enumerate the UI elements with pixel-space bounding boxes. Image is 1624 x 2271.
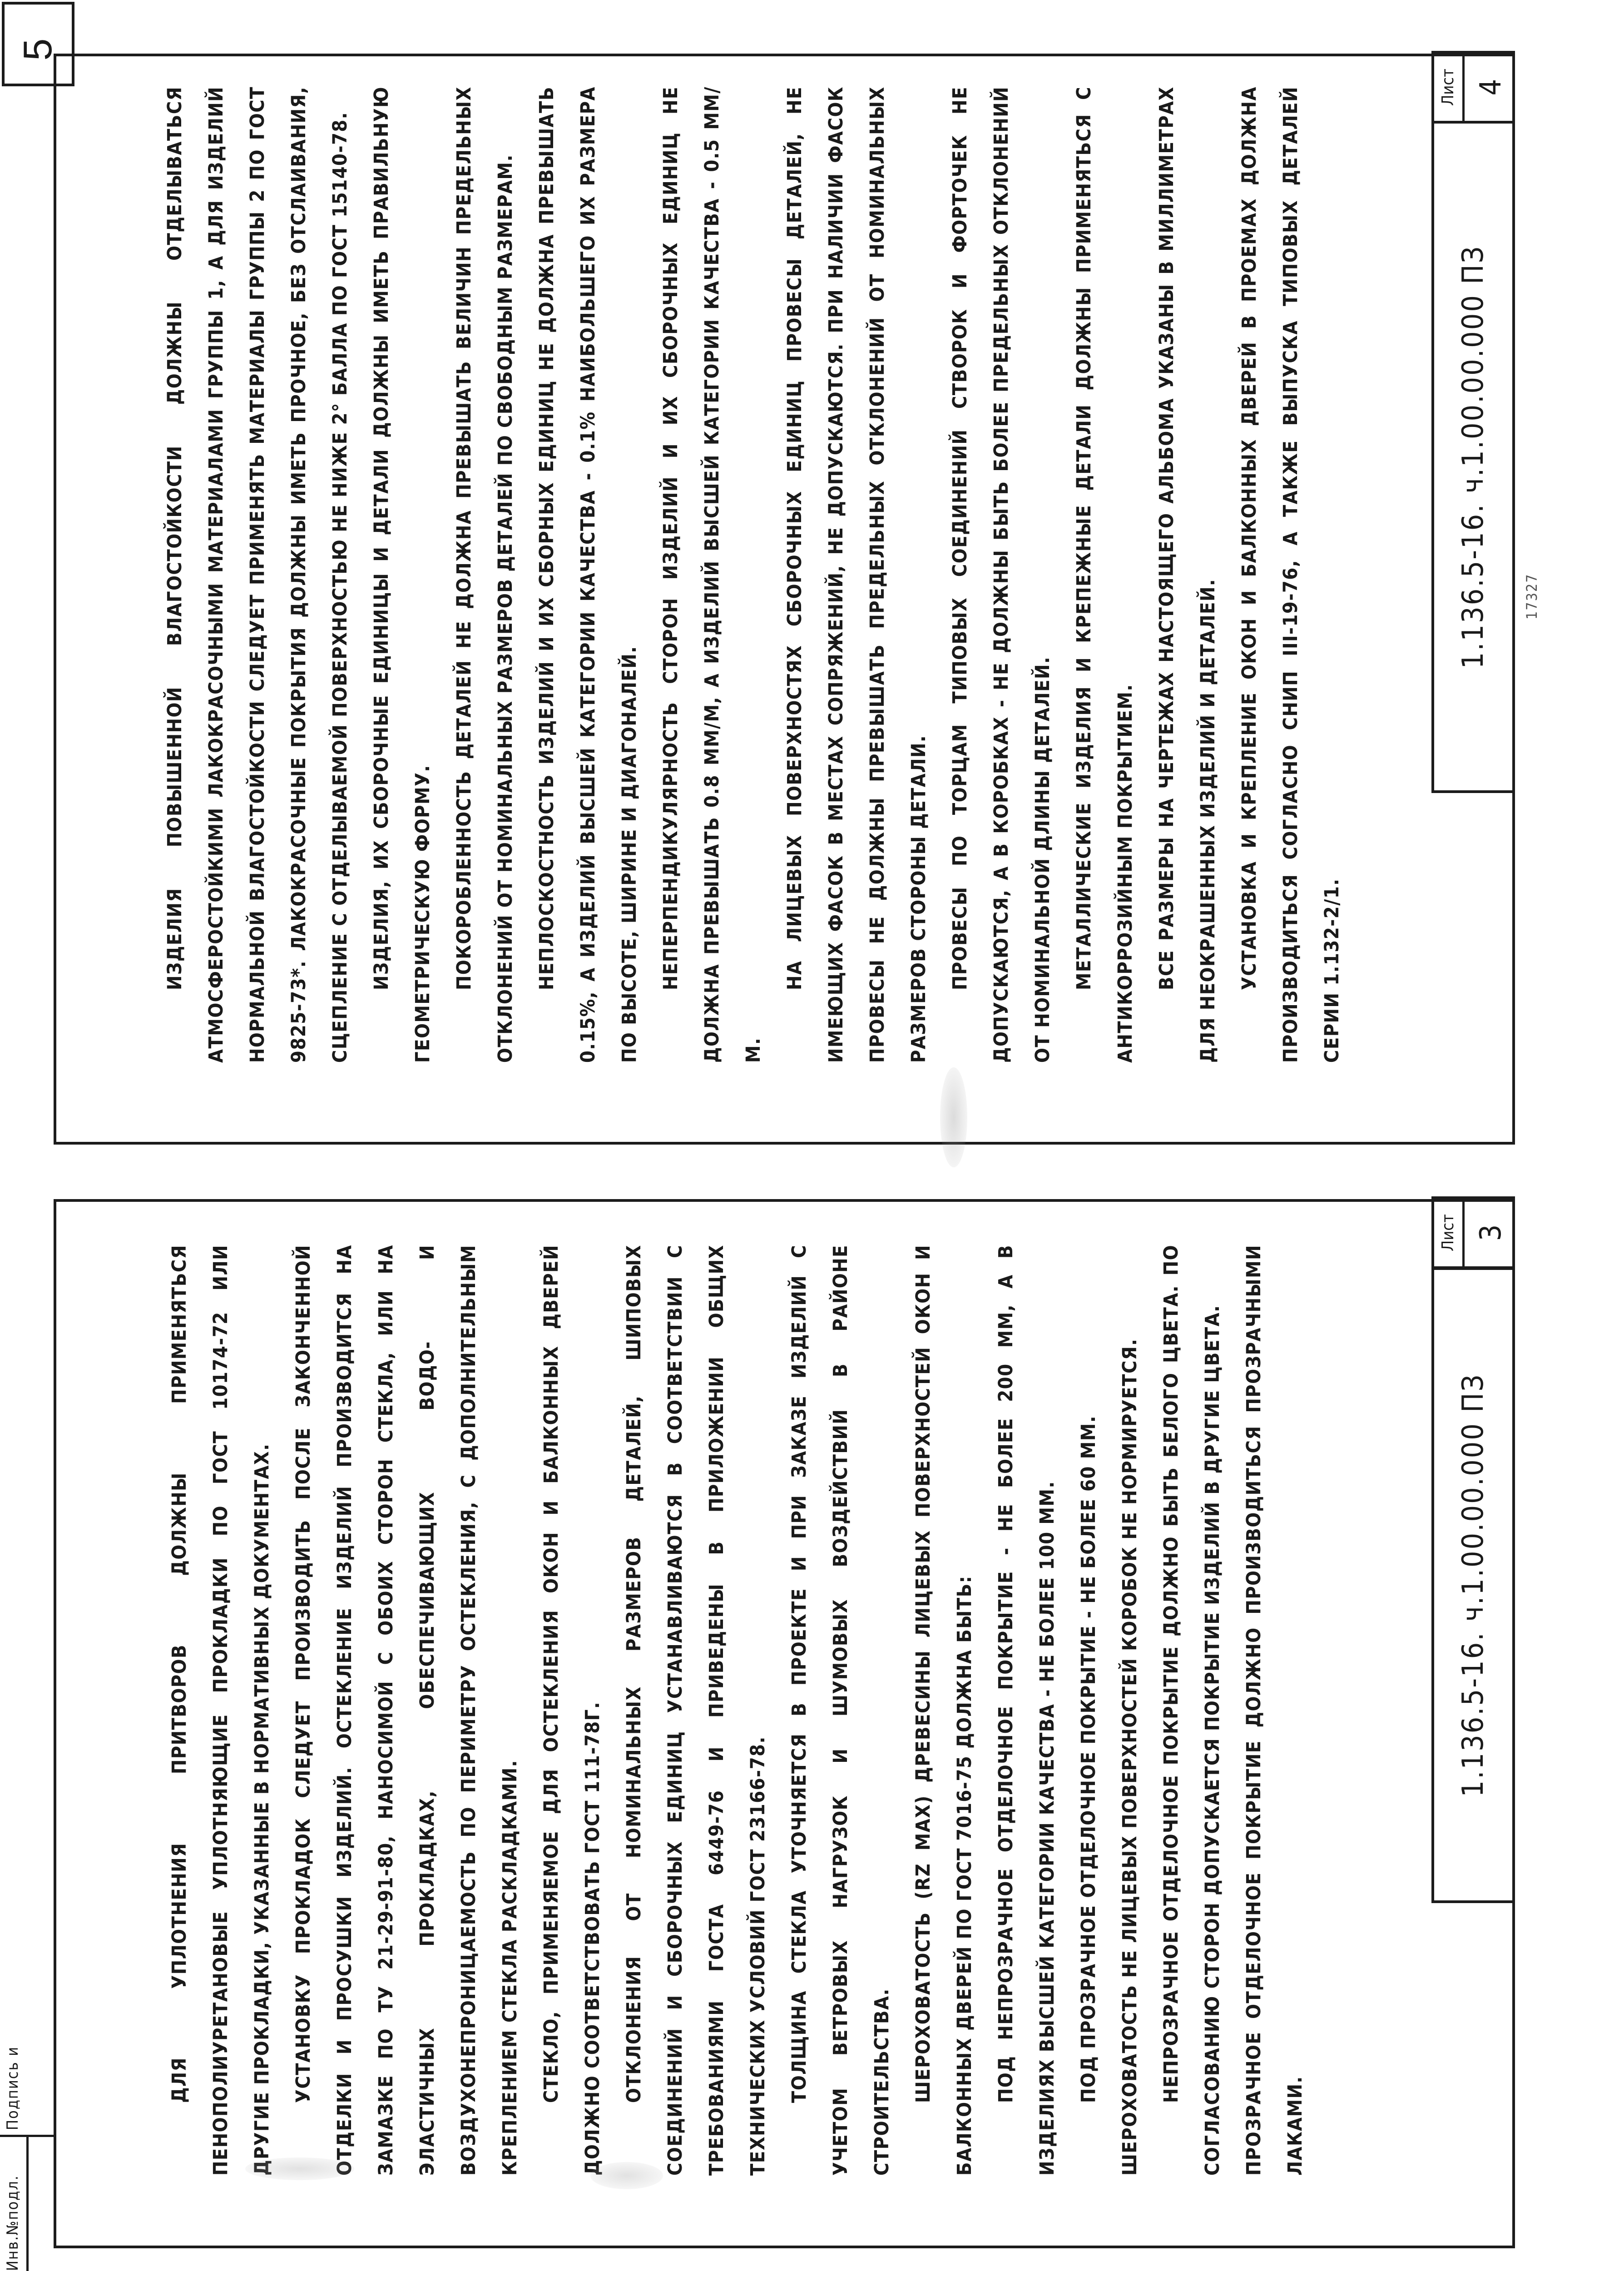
paragraph: ДЛЯ УПЛОТНЕНИЯ ПРИТВОРОВ ДОЛЖНЫ ПРИМЕНЯТЬСЯ ПЕНОПОЛИУРЕТАНОВЫЕ УПЛОТНЯЮЩИЕ ПРОКЛАДКИ ПО ГОСТ 10174-72 ИЛИ ДРУГИЕ ПРОКЛАДКИ, УКАЗАННЫЕ В НОРМАТИВНЫХ ДОКУМЕНТАХ. <box>168 1245 273 2176</box>
left-page-body <box>159 1245 1431 2176</box>
right-sheet-number: 4 <box>1474 79 1508 96</box>
right-sheet-box <box>1431 51 1515 124</box>
left-sheet-number: 3 <box>1474 1224 1508 1241</box>
right-doc-code-text: 1.136.5-16. ч.1.00.00.000 ПЗ <box>1456 245 1490 669</box>
paragraph: НЕПРОЗРАЧНОЕ ОТДЕЛОЧНОЕ ПОКРЫТИЕ ДОЛЖНО БЫТЬ БЕЛОГО ЦВЕТА. ПО СОГЛАСОВАНИЮ СТОРОН ДОПУСКАЕТСЯ ПОКРЫТИЕ ИЗДЕЛИЙ В ДРУГИЕ ЦВЕТА. <box>1160 1245 1224 2176</box>
left-page-stamp <box>1431 1195 1515 2248</box>
paragraph: ШЕРОХОВАТОСТЬ (RZ MAX) ДРЕВЕСИНЫ ЛИЦЕВЫХ ПОВЕРХНОСТЕЙ ОКОН И БАЛКОННЫХ ДВЕРЕЙ ПО ГОСТ 7016-75 ДОЛЖНА БЫТЬ: <box>912 1245 976 2176</box>
paragraph: ПОД ПРОЗРАЧНОЕ ОТДЕЛОЧНОЕ ПОКРЫТИЕ - НЕ БОЛЕЕ 60 ММ. <box>1077 1415 1100 2103</box>
paragraph: ПОД НЕПРОЗРАЧНОЕ ОТДЕЛОЧНОЕ ПОКРЫТИЕ - НЕ БОЛЕЕ 200 ММ, А В ИЗДЕЛИЯХ ВЫСШЕЙ КАТЕГОРИИ КАЧЕСТВА - НЕ БОЛЕЕ 100 ММ. <box>995 1245 1059 2176</box>
paragraph: ТОЛЩИНА СТЕКЛА УТОЧНЯЕТСЯ В ПРОЕКТЕ И ПРИ ЗАКАЗЕ ИЗДЕЛИЙ С УЧЕТОМ ВЕТРОВЫХ НАГРУЗОК И ШУМОВЫХ ВОЗДЕЙСТВИЙ В РАЙОНЕ СТРОИТЕЛЬСТВА. <box>788 1245 893 2176</box>
left-page-paragraphs <box>159 1245 1316 2176</box>
right-page-body <box>154 86 1426 1063</box>
paragraph: НА ЛИЦЕВЫХ ПОВЕРХНОСТЯХ СБОРОЧНЫХ ЕДИНИЦ ПРОВЕСЫ ДЕТАЛЕЙ, НЕ ИМЕЮЩИХ ФАСОК В МЕСТАХ СОПРЯЖЕНИЙ, НЕ ДОПУСКАЮТСЯ. ПРИ НАЛИЧИИ ФАСОК ПРОВЕСЫ НЕ ДОЛЖНЫ ПРЕВЫШАТЬ ПРЕДЕЛЬНЫХ ОТКЛОНЕНИЙ ОТ НОМИНАЛЬНЫХ РАЗМЕРОВ СТОРОНЫ ДЕТАЛИ. <box>783 86 930 1063</box>
paragraph: НЕПЛОСКОСТНОСТЬ ИЗДЕЛИЙ И ИХ СБОРНЫХ ЕДИНИЦ НЕ ДОЛЖНА ПРЕВЫШАТЬ 0.15%, А ИЗДЕЛИЙ ВЫСШЕЙ КАТЕГОРИИ КАЧЕСТВА - 0.1% НАИБОЛЬШЕГО ИХ РАЗМЕРА ПО ВЫСОТЕ, ШИРИНЕ И ДИАГОНАЛЕЙ. <box>535 86 641 1063</box>
paragraph: СТЕКЛО, ПРИМЕНЯЕМОЕ ДЛЯ ОСТЕКЛЕНИЯ ОКОН И БАЛКОННЫХ ДВЕРЕЙ ДОЛЖНО СООТВЕТСТВОВАТЬ ГОСТ 111-78Г. <box>540 1245 604 2176</box>
paragraph: УСТАНОВКА И КРЕПЛЕНИЕ ОКОН И БАЛКОННЫХ ДВЕРЕЙ В ПРОЕМАХ ДОЛЖНА ПРОИЗВОДИТЬСЯ СОГЛАСНО СНИП III-19-76, А ТАКЖЕ ВЫПУСКА ТИПОВЫХ ДЕТАЛЕЙ СЕРИИ 1.132-2/1. <box>1238 86 1343 1063</box>
scan-smudge <box>245 2157 354 2180</box>
scan-smudge <box>940 1067 967 1167</box>
left-sheet-label: Лист <box>1434 1199 1465 1266</box>
scan-smudge <box>590 2162 663 2189</box>
margin-signature-label: Подпись и <box>4 2046 22 2130</box>
paragraph: ИЗДЕЛИЯ, ИХ СБОРОЧНЫЕ ЕДИНИЦЫ И ДЕТАЛИ ДОЛЖНЫ ИМЕТЬ ПРАВИЛЬНУЮ ГЕОМЕТРИЧЕСКУЮ ФОРМУ. <box>370 86 434 1063</box>
paragraph: ПРОВЕСЫ ПО ТОРЦАМ ТИПОВЫХ СОЕДИНЕНИЙ СТВОРОК И ФОРТОЧЕК НЕ ДОПУСКАЮТСЯ, А В КОРОБКАХ - НЕ ДОЛЖНЫ БЫТЬ БОЛЕЕ ПРЕДЕЛЬНЫХ ОТКЛОНЕНИЙ ОТ НОМИНАЛЬНОЙ ДЛИНЫ ДЕТАЛЕЙ. <box>949 86 1054 1063</box>
right-page-stamp <box>1431 53 1515 1143</box>
paragraph: ШЕРОХОВАТОСТЬ НЕ ЛИЦЕВЫХ ПОВЕРХНОСТЕЙ КОРОБОК НЕ НОРМИРУЕТСЯ. <box>1119 1338 1141 2176</box>
paragraph: МЕТАЛЛИЧЕСКИЕ ИЗДЕЛИЯ И КРЕПЕЖНЫЕ ДЕТАЛИ ДОЛЖНЫ ПРИМЕНЯТЬСЯ С АНТИКОРРОЗИЙНЫМ ПОКРЫТИЕМ. <box>1073 86 1137 1063</box>
left-sheet-box <box>1431 1196 1515 1269</box>
paragraph: ПОКОРОБЛЕННОСТЬ ДЕТАЛЕЙ НЕ ДОЛЖНА ПРЕВЫШАТЬ ВЕЛИЧИН ПРЕДЕЛЬНЫХ ОТКЛОНЕНИЙ ОТ НОМИНАЛЬНЫХ РАЗМЕРОВ ДЕТАЛЕЙ ПО СВОБОДНЫМ РАЗМЕРАМ. <box>453 86 517 1063</box>
footer-note: 17327 <box>1523 573 1540 620</box>
margin-inv-label: Инв.№подл. <box>4 2175 22 2271</box>
paragraph: ОТКЛОНЕНИЯ ОТ НОМИНАЛЬНЫХ РАЗМЕРОВ ДЕТАЛЕЙ, ШИПОВЫХ СОЕДИНЕНИЙ И СБОРОЧНЫХ ЕДИНИЦ УСТАНАВЛИВАЮТСЯ В СООТВЕТСТВИИ С ТРЕБОВАНИЯМИ ГОСТА 6449-76 И ПРИВЕДЕНЫ В ПРИЛОЖЕНИИ ОБЩИХ ТЕХНИЧЕСКИХ УСЛОВИЙ ГОСТ 23166-78. <box>623 1245 769 2176</box>
margin-stamp-rule-2 <box>26 2135 29 2271</box>
paragraph: НЕПЕРПЕНДИКУЛЯРНОСТЬ СТОРОН ИЗДЕЛИЙ И ИХ СБОРОЧНЫХ ЕДИНИЦ НЕ ДОЛЖНА ПРЕВЫШАТЬ 0.8 ММ/М, А ИЗДЕЛИЙ ВЫСШЕЙ КАТЕГОРИИ КАЧЕСТВА - 0.5 ММ/М. <box>659 86 765 1063</box>
right-page-paragraphs <box>154 86 1353 1063</box>
paragraph: ИЗДЕЛИЯ ПОВЫШЕННОЙ ВЛАГОСТОЙКОСТИ ДОЛЖНЫ ОТДЕЛЫВАТЬСЯ АТМОСФЕРОСТОЙКИМИ ЛАКОКРАСОЧНЫМИ МАТЕРИАЛАМИ ГРУППЫ 1, А ДЛЯ ИЗДЕЛИЙ НОРМАЛЬНОЙ ВЛАГОСТОЙКОСТИ СЛЕДУЕТ ПРИМЕНЯТЬ МАТЕРИАЛЫ ГРУППЫ 2 ПО ГОСТ 9825-73*. ЛАКОКРАСОЧНЫЕ ПОКРЫТИЯ ДОЛЖНЫ ИМЕТЬ ПРОЧНОЕ, БЕЗ ОТСЛАИВАНИЯ, СЦЕПЛЕНИЕ С ОТДЕЛЫВАЕМОЙ ПОВЕРХНОСТЬЮ НЕ НИЖЕ 2° БАЛЛА ПО ГОСТ 15140-78. <box>163 86 352 1063</box>
paragraph: ПРОЗРАЧНОЕ ОТДЕЛОЧНОЕ ПОКРЫТИЕ ДОЛЖНО ПРОИЗВОДИТЬСЯ ПРОЗРАЧНЫМИ ЛАКАМИ. <box>1243 1245 1307 2176</box>
page-number: 5 <box>15 38 60 61</box>
left-doc-code <box>1431 1267 1515 1903</box>
left-doc-code-text: 1.136.5-16. ч.1.00.00.000 ПЗ <box>1456 1373 1490 1797</box>
paragraph: ВСЕ РАЗМЕРЫ НА ЧЕРТЕЖАХ НАСТОЯЩЕГО АЛЬБОМА УКАЗАНЫ В МИЛЛИМЕТРАХ ДЛЯ НЕОКРАШЕННЫХ ИЗДЕЛИЙ И ДЕТАЛЕЙ. <box>1155 86 1219 1063</box>
paragraph: УСТАНОВКУ ПРОКЛАДОК СЛЕДУЕТ ПРОИЗВОДИТЬ ПОСЛЕ ЗАКОНЧЕННОЙ ОТДЕЛКИ И ПРОСУШКИ ИЗДЕЛИЙ. ОСТЕКЛЕНИЕ ИЗДЕЛИЙ ПРОИЗВОДИТСЯ НА ЗАМАЗКЕ ПО ТУ 21-29-91-80, НАНОСИМОЙ С ОБОИХ СТОРОН СТЕКЛА, ИЛИ НА ЭЛАСТИЧНЫХ ПРОКЛАДКАХ, ОБЕСПЕЧИВАЮЩИХ ВОДО- И ВОЗДУХОНЕПРОНИЦАЕМОСТЬ ПО ПЕРИМЕТРУ ОСТЕКЛЕНИЯ, С ДОПОЛНИТЕЛЬНЫМ КРЕПЛЕНИЕМ СТЕКЛА РАСКЛАДКАМИ. <box>292 1245 521 2176</box>
right-doc-code <box>1431 121 1515 793</box>
right-sheet-label: Лист <box>1434 54 1465 121</box>
